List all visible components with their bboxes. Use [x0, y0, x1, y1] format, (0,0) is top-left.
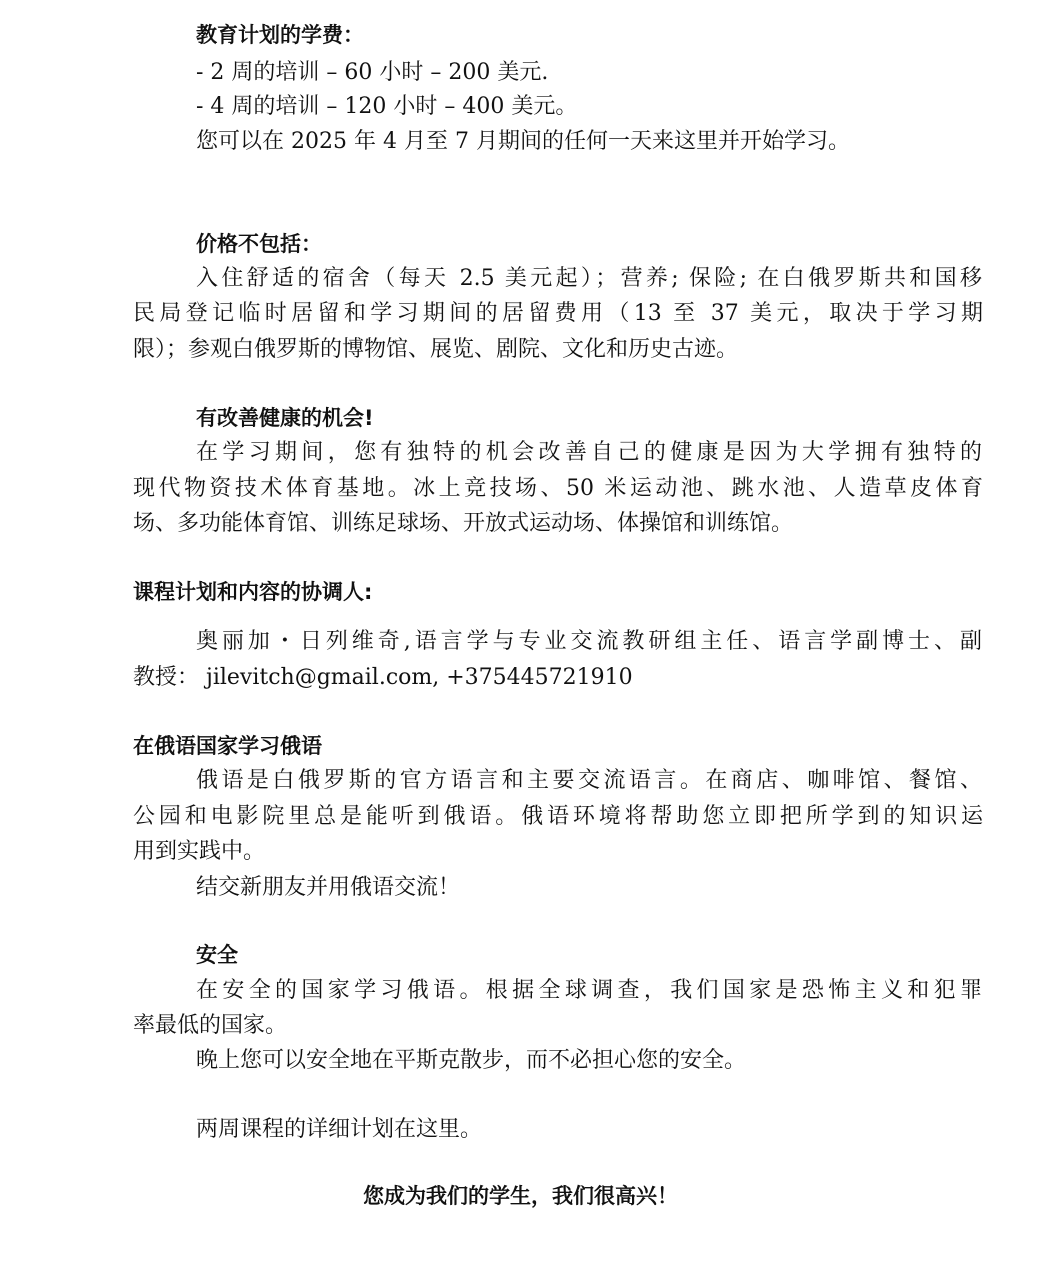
safety-heading: 安全 — [196, 943, 238, 967]
russian-line-2: 公园和电影院里总是能听到俄语。俄语环境将帮助您立即把所学到的知识运 — [133, 804, 983, 829]
coordinator-heading: 课程计划和内容的协调人: — [133, 580, 373, 604]
tuition-item-4-weeks: - 4 周的培训 – 120 小时 – 400 美元。 — [196, 94, 578, 119]
exclusions-line-1: 入住舒适的宿舍（每天 2.5 美元起）；营养; 保险; 在白俄罗斯共和国移 — [196, 266, 982, 291]
tuition-heading: 教育计划的学费： — [196, 23, 364, 47]
russian-heading: 在俄语国家学习俄语 — [133, 734, 322, 758]
tuition-item-2-weeks: - 2 周的培训 – 60 小时 – 200 美元. — [196, 60, 549, 85]
coordinator-line-1: 奥丽加・日列维奇,语言学与专业交流教研组主任、语言学副博士、副 — [196, 629, 982, 654]
coordinator-contact: 教授： jilevitch@gmail.com, +375445721910 — [133, 665, 633, 690]
safety-line-2: 率最低的国家。 — [133, 1013, 288, 1038]
health-line-1: 在学习期间，您有独特的机会改善自己的健康是因为大学拥有独特的 — [196, 440, 982, 465]
russian-line-3: 用到实践中。 — [133, 839, 266, 864]
exclusions-line-2: 民局登记临时居留和学习期间的居留费用（13 至 37 美元，取决于学习期 — [133, 301, 983, 326]
health-line-2: 现代物资技术体育基地。冰上竞技场、50 米运动池、跳水池、人造草皮体育 — [133, 476, 983, 501]
health-line-3: 场、多功能体育馆、训练足球场、开放式运动场、体操馆和训练馆。 — [133, 511, 794, 536]
health-heading: 有改善健康的机会! — [196, 406, 374, 430]
exclusions-heading: 价格不包括： — [196, 232, 322, 256]
safety-line-3: 晚上您可以安全地在平斯克散步，而不必担心您的安全。 — [196, 1048, 747, 1073]
closing-message: 您成为我们的学生，我们很高兴！ — [363, 1184, 678, 1208]
russian-line-4: 结交新朋友并用俄语交流！ — [196, 875, 461, 900]
tuition-note: 您可以在 2025 年 4 月至 7 月期间的任何一天来这里并开始学习。 — [196, 129, 850, 154]
russian-line-1: 俄语是白俄罗斯的官方语言和主要交流语言。在商店、咖啡馆、餐馆、 — [196, 768, 982, 793]
exclusions-line-3: 限）；参观白俄罗斯的博物馆、展览、剧院、文化和历史古迹。 — [133, 337, 739, 362]
plan-note: 两周课程的详细计划在这里。 — [196, 1117, 483, 1142]
safety-line-1: 在安全的国家学习俄语。根据全球调查，我们国家是恐怖主义和犯罪 — [196, 978, 982, 1003]
